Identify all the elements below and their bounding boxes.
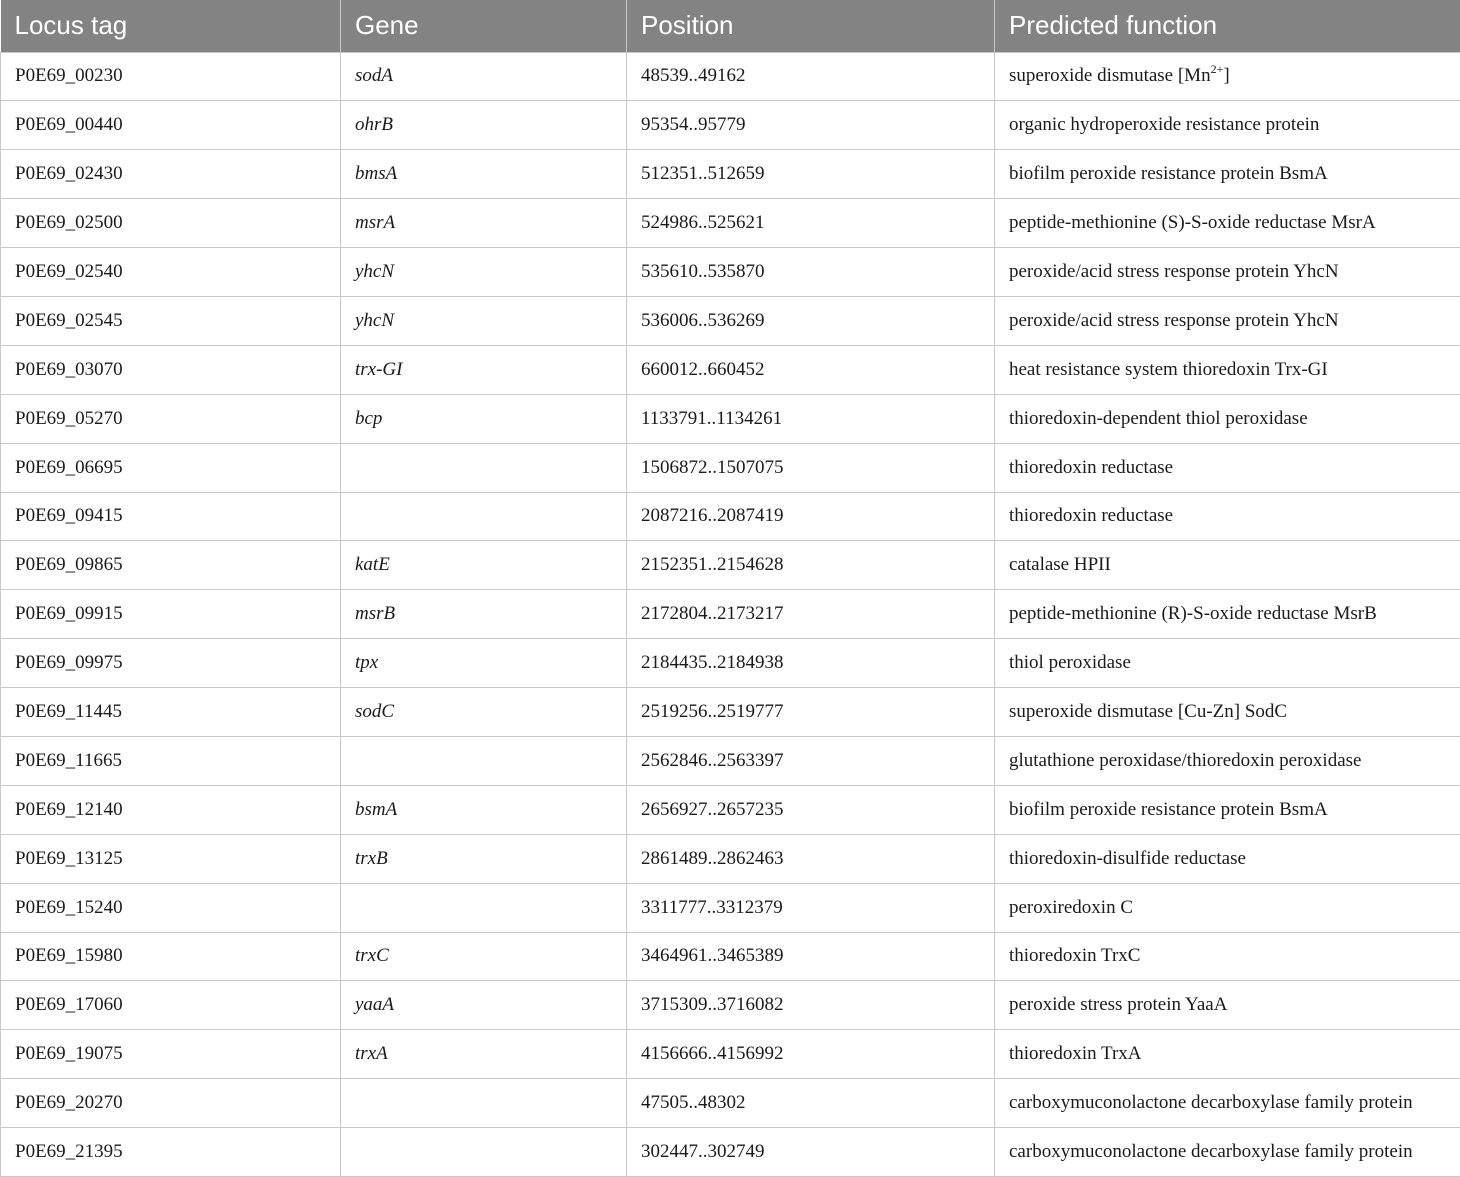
gene-cell	[341, 443, 627, 492]
function-text: thioredoxin reductase	[1009, 457, 1173, 478]
function-text: heat resistance system thioredoxin Trx-GI	[1009, 359, 1328, 380]
position-cell: 3715309..3716082	[627, 981, 995, 1030]
table-row	[1, 248, 1460, 297]
gene-cell	[341, 1079, 627, 1128]
table-row	[1, 785, 1460, 834]
locus-tag-cell: P0E69_02545	[1, 296, 341, 345]
position-cell: 536006..536269	[627, 296, 995, 345]
gene-cell: yhcN	[341, 296, 627, 345]
table-row	[1, 1079, 1460, 1128]
predicted-function-cell	[995, 150, 1460, 199]
locus-tag-cell: P0E69_17060	[1, 981, 341, 1030]
gene-cell: msrB	[341, 590, 627, 639]
function-text: catalase HPII	[1009, 554, 1111, 575]
locus-tag-cell: P0E69_09865	[1, 541, 341, 590]
position-cell: 660012..660452	[627, 345, 995, 394]
table-row	[1, 101, 1460, 150]
header-locus-tag: Locus tag	[1, 0, 341, 52]
gene-cell: yhcN	[341, 248, 627, 297]
table-row	[1, 443, 1460, 492]
predicted-function-cell	[995, 1030, 1460, 1079]
predicted-function-cell	[995, 590, 1460, 639]
predicted-function-cell	[995, 736, 1460, 785]
position-cell: 1506872..1507075	[627, 443, 995, 492]
function-text: thiol peroxidase	[1009, 652, 1131, 673]
function-text: glutathione peroxidase/thioredoxin peroxidase	[1009, 750, 1361, 771]
header-row	[1, 0, 1460, 52]
locus-tag-cell: P0E69_09975	[1, 639, 341, 688]
table-row	[1, 736, 1460, 785]
function-text: carboxymuconolactone decarboxylase family protein	[1009, 1092, 1413, 1113]
function-text: thioredoxin-dependent thiol peroxidase	[1009, 408, 1308, 429]
position-cell: 524986..525621	[627, 199, 995, 248]
predicted-function-cell	[995, 981, 1460, 1030]
predicted-function-cell	[995, 394, 1460, 443]
function-text: carboxymuconolactone decarboxylase family protein	[1009, 1141, 1413, 1162]
function-text: thioredoxin TrxC	[1009, 945, 1140, 966]
position-cell: 2152351..2154628	[627, 541, 995, 590]
gene-cell	[341, 1128, 627, 1177]
position-cell: 2519256..2519777	[627, 688, 995, 737]
gene-cell: trxC	[341, 932, 627, 981]
gene-cell: bcp	[341, 394, 627, 443]
position-cell: 302447..302749	[627, 1128, 995, 1177]
position-cell: 3464961..3465389	[627, 932, 995, 981]
position-cell: 48539..49162	[627, 52, 995, 101]
locus-tag-cell: P0E69_19075	[1, 1030, 341, 1079]
table-row	[1, 199, 1460, 248]
position-cell: 95354..95779	[627, 101, 995, 150]
table-row	[1, 296, 1460, 345]
locus-tag-cell: P0E69_21395	[1, 1128, 341, 1177]
gene-cell	[341, 492, 627, 541]
function-text: biofilm peroxide resistance protein BsmA	[1009, 163, 1328, 184]
locus-tag-cell: P0E69_02500	[1, 199, 341, 248]
table-row	[1, 492, 1460, 541]
predicted-function-cell	[995, 345, 1460, 394]
table-row	[1, 590, 1460, 639]
predicted-function-cell	[995, 541, 1460, 590]
predicted-function-cell	[995, 932, 1460, 981]
gene-cell: ohrB	[341, 101, 627, 150]
gene-cell: yaaA	[341, 981, 627, 1030]
predicted-function-cell	[995, 1079, 1460, 1128]
table-row	[1, 932, 1460, 981]
gene-cell: sodC	[341, 688, 627, 737]
position-cell: 47505..48302	[627, 1079, 995, 1128]
position-cell: 2861489..2862463	[627, 834, 995, 883]
position-cell: 1133791..1134261	[627, 394, 995, 443]
table-row	[1, 541, 1460, 590]
position-cell: 2087216..2087419	[627, 492, 995, 541]
position-cell: 2184435..2184938	[627, 639, 995, 688]
locus-tag-cell: P0E69_02540	[1, 248, 341, 297]
predicted-function-cell	[995, 883, 1460, 932]
table-row	[1, 52, 1460, 101]
function-text: peroxide/acid stress response protein YhcN	[1009, 261, 1339, 282]
position-cell: 4156666..4156992	[627, 1030, 995, 1079]
position-cell: 2656927..2657235	[627, 785, 995, 834]
table-body	[1, 52, 1460, 1176]
predicted-function-cell	[995, 101, 1460, 150]
function-text: peroxide/acid stress response protein YhcN	[1009, 310, 1339, 331]
table-row	[1, 639, 1460, 688]
gene-cell: trxA	[341, 1030, 627, 1079]
locus-tag-cell: P0E69_15980	[1, 932, 341, 981]
locus-tag-cell: P0E69_03070	[1, 345, 341, 394]
predicted-function-cell	[995, 199, 1460, 248]
table-row	[1, 834, 1460, 883]
function-text: biofilm peroxide resistance protein BsmA	[1009, 799, 1328, 820]
position-cell: 2562846..2563397	[627, 736, 995, 785]
function-text: organic hydroperoxide resistance protein	[1009, 114, 1319, 135]
locus-tag-cell: P0E69_00440	[1, 101, 341, 150]
gene-cell: bmsA	[341, 150, 627, 199]
function-text: superoxide dismutase [Mn	[1009, 65, 1211, 86]
predicted-function-cell	[995, 248, 1460, 297]
table-row	[1, 688, 1460, 737]
gene-cell	[341, 883, 627, 932]
predicted-function-cell	[995, 443, 1460, 492]
function-text: peptide-methionine (R)-S-oxide reductase MsrB	[1009, 603, 1377, 624]
header-predicted-function: Predicted function	[995, 0, 1460, 52]
gene-cell: trxB	[341, 834, 627, 883]
locus-tag-cell: P0E69_13125	[1, 834, 341, 883]
gene-cell: bsmA	[341, 785, 627, 834]
gene-cell	[341, 736, 627, 785]
predicted-function-cell	[995, 785, 1460, 834]
position-cell: 3311777..3312379	[627, 883, 995, 932]
function-text: peroxiredoxin C	[1009, 897, 1133, 918]
locus-tag-cell: P0E69_20270	[1, 1079, 341, 1128]
locus-tag-cell: P0E69_05270	[1, 394, 341, 443]
table-row	[1, 1128, 1460, 1177]
table-row	[1, 1030, 1460, 1079]
predicted-function-cell	[995, 688, 1460, 737]
locus-tag-cell: P0E69_09915	[1, 590, 341, 639]
locus-tag-cell: P0E69_12140	[1, 785, 341, 834]
function-text: superoxide dismutase [Cu-Zn] SodC	[1009, 701, 1287, 722]
position-cell: 535610..535870	[627, 248, 995, 297]
locus-tag-cell: P0E69_02430	[1, 150, 341, 199]
locus-tag-cell: P0E69_06695	[1, 443, 341, 492]
function-superscript: 2+	[1211, 62, 1224, 76]
header-gene: Gene	[341, 0, 627, 52]
function-text: thioredoxin-disulfide reductase	[1009, 848, 1246, 869]
function-text: thioredoxin reductase	[1009, 505, 1173, 526]
table-row	[1, 394, 1460, 443]
predicted-function-cell	[995, 1128, 1460, 1177]
gene-cell: katE	[341, 541, 627, 590]
locus-tag-cell: P0E69_00230	[1, 52, 341, 101]
gene-cell: trx-GI	[341, 345, 627, 394]
locus-tag-cell: P0E69_15240	[1, 883, 341, 932]
locus-tag-cell: P0E69_09415	[1, 492, 341, 541]
table-row	[1, 345, 1460, 394]
table-row	[1, 981, 1460, 1030]
predicted-function-cell	[995, 52, 1460, 101]
locus-tag-cell: P0E69_11665	[1, 736, 341, 785]
table-row	[1, 883, 1460, 932]
predicted-function-cell	[995, 296, 1460, 345]
gene-cell: sodA	[341, 52, 627, 101]
gene-cell: tpx	[341, 639, 627, 688]
function-text: peroxide stress protein YaaA	[1009, 994, 1227, 1015]
header-position: Position	[627, 0, 995, 52]
table-row	[1, 150, 1460, 199]
predicted-function-cell	[995, 834, 1460, 883]
table-header	[1, 0, 1460, 52]
position-cell: 512351..512659	[627, 150, 995, 199]
predicted-function-cell	[995, 639, 1460, 688]
function-text: thioredoxin TrxA	[1009, 1043, 1142, 1064]
gene-cell: msrA	[341, 199, 627, 248]
locus-tag-cell: P0E69_11445	[1, 688, 341, 737]
function-text-suffix: ]	[1223, 65, 1229, 86]
predicted-function-cell	[995, 492, 1460, 541]
function-text: peptide-methionine (S)-S-oxide reductase MsrA	[1009, 212, 1376, 233]
position-cell: 2172804..2173217	[627, 590, 995, 639]
